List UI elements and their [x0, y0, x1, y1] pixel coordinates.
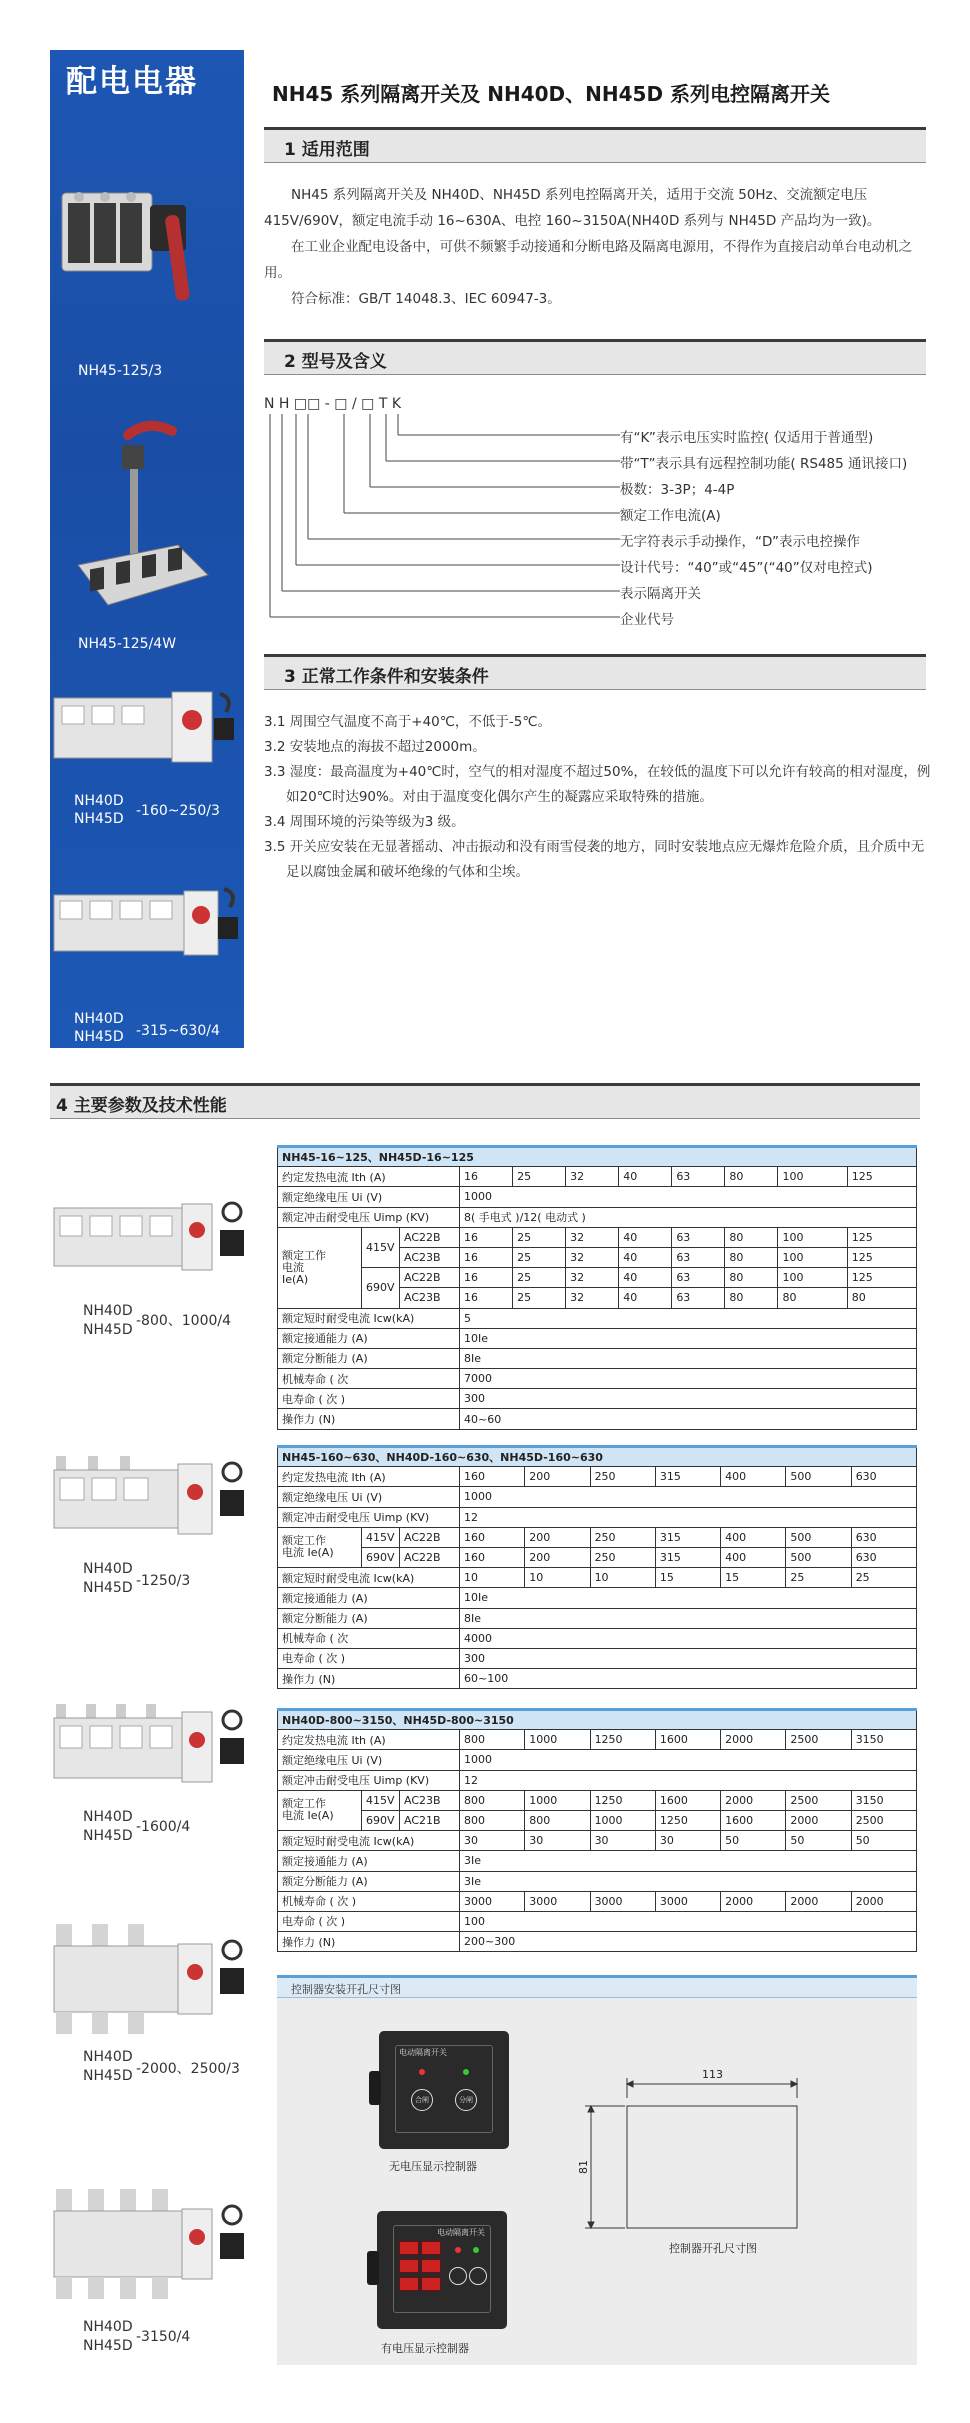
condition-item: 3.5 开关应安装在无显著摇动、冲击振动和没有雨雪侵袭的地方，同时安装地点应无爆炸危险介质，且介质中无足以腐蚀金属和破坏绝缘的气体和尘埃。	[264, 839, 925, 880]
parameter-table-16-125: NH45-16~125、NH45D-16~125 约定发热电流 Ith (A) 16 25 32 40 63 80 100 125 额定绝缘电压 Ui (V) 1000 额定冲击耐受电压 Uimp (KV) 8( 手电式 )/12( 电动式 ) 额定工作 电流 Ie(A) 415V AC22B 16 25 32 40 63 80 100 125 AC23B 16 25 32 40 63 80 100 125 690V AC22B 16 25 32 40 63 80 100 125 AC23B 16 25 32 40 63 80 80 80 额定短时耐受电流 Icw(kA) 5 额定接通能力 (A) 10Ie 额定分断能力 (A) 8Ie 机械寿命 ( 次 7000 电寿命 ( 次 ) 300 操作力 (N) 40~60	[277, 1145, 917, 1430]
model-annotation: 无字符表示手动操作，“D”表示电控操作	[620, 534, 861, 550]
controller-panel-title: 控制器安装开孔尺寸图	[277, 1978, 917, 1998]
conditions-list	[264, 710, 936, 885]
controller-label: 电动隔离开关	[437, 2228, 485, 2237]
section-heading-model: 2 型号及含义	[264, 339, 926, 375]
model-annotation: 极数：3-3P；4-4P	[620, 482, 735, 498]
product-range: -160~250/3	[136, 803, 220, 819]
model-annotation: 有“K”表示电压实时监控( 仅适用于普通型)	[620, 430, 874, 446]
side-product-range: -800、1000/4	[136, 1313, 232, 1329]
side-product-model: NH40D NH45D	[83, 2049, 133, 2084]
product-image-nh45-125-3	[58, 175, 208, 305]
product-sidebar	[50, 50, 244, 1048]
product-image-1250	[52, 1452, 252, 1562]
no-display-caption: 无电压显示控制器	[389, 2160, 477, 2173]
cutout-width: 113	[702, 2068, 723, 2081]
category-title: 配电电器	[66, 64, 198, 100]
side-product-range: -2000、2500/3	[136, 2061, 240, 2077]
side-product-model: NH40D NH45D	[83, 1303, 133, 1338]
side-product-range: -1250/3	[136, 1573, 191, 1589]
scope-text: NH45 系列隔离开关及 NH40D、NH45D 系列电控隔离开关，适用于交流 50Hz、交流额定电压 415V/690V，额定电流手动 16~630A、电控 160~3150A(NH40D 系列与 NH45D 产品均为一致)。 在工业企业配电设备中，可供不频繁手动接通和分断电路及隔离电源用，不得作为直接启动单台电动机之用。 符合标准：GB/T 14048.3、IEC 60947-3。	[264, 187, 912, 307]
product-image-nh40d-250	[52, 678, 242, 798]
product-image-nh45-125-4w	[58, 415, 218, 645]
cutout-height: 81	[577, 2160, 590, 2174]
section-heading-scope: 1 适用范围	[264, 127, 926, 163]
product-image-3150	[52, 2185, 252, 2315]
controller-cutout-panel	[277, 1975, 917, 2365]
controller-no-display-image	[379, 2031, 509, 2149]
section-heading-parameters: 4 主要参数及技术性能	[50, 1083, 920, 1119]
product-name: NH45-125/4W	[78, 636, 177, 652]
parameter-table-800-3150: NH40D-800~3150、NH45D-800~3150 约定发热电流 Ith (A) 800 1000 1250 1600 2000 2500 3150 额定绝缘电压 Ui (V) 1000 额定冲击耐受电压 Uimp (KV) 12 额定工作 电流 Ie(A) 415V AC23B 800 1000 1250 1600 2000 2500 3150 690V AC21B 800 800 1000 1250 1600 2000 2500 额定短时耐受电流 Icw(kA) 30 30 30 30 50 50 50 额定接通能力 (A) 3Ie 额定分断能力 (A) 3Ie 机械寿命 ( 次 ) 3000 3000 3000 3000 2000 2000 2000 电寿命 ( 次 ) 100 操作力 (N) 200~300	[277, 1708, 917, 1952]
product-name: NH45-125/3	[78, 363, 163, 379]
product-model: NH40D NH45D	[74, 1011, 124, 1045]
cutout-caption: 控制器开孔尺寸图	[669, 2242, 757, 2255]
controller-display-image	[377, 2211, 507, 2329]
side-product-model: NH40D NH45D	[83, 2319, 133, 2354]
display-caption: 有电压显示控制器	[381, 2342, 469, 2355]
model-code-diagram	[264, 392, 644, 632]
off-button-icon: 分闸	[455, 2089, 477, 2111]
product-image-800	[52, 1190, 252, 1310]
controller-label: 电动隔离开关	[399, 2048, 447, 2057]
page-title: NH45 系列隔离开关及 NH40D、NH45D 系列电控隔离开关	[272, 82, 831, 106]
side-product-model: NH40D NH45D	[83, 1809, 133, 1844]
product-image-1600	[52, 1700, 252, 1810]
condition-item: 3.3 湿度：最高温度为+40℃时，空气的相对湿度不超过50%，在较低的温度下可以允许有较高的相对湿度，例如20℃时达90%。对由于温度变化偶尔产生的凝露应采取特殊的措施。	[264, 764, 931, 805]
cutout-dimension-drawing	[577, 2058, 877, 2298]
product-image-2000	[52, 1920, 252, 2050]
model-annotation: 额定工作电流(A)	[620, 508, 721, 524]
parameter-table-160-630: NH45-160~630、NH40D-160~630、NH45D-160~630 约定发热电流 Ith (A) 160 200 250 315 400 500 630 额定绝缘电压 Ui (V) 1000 额定冲击耐受电压 Uimp (KV) 12 额定工作 电流 Ie(A) 415V AC22B 160 200 250 315 400 500 630 690V AC22B 160 200 250 315 400 500 630 额定短时耐受电流 Icw(kA) 10 10 10 15 15 25 25 额定接通能力 (A) 10Ie 额定分断能力 (A) 8Ie 机械寿命 ( 次 4000 电寿命 ( 次 ) 300 操作力 (N) 60~100	[277, 1445, 917, 1689]
product-image-nh40d-630	[52, 875, 242, 985]
model-annotation: 带“T”表示具有远程控制功能( RS485 通讯接口)	[620, 456, 908, 472]
side-product-range: -1600/4	[136, 1819, 191, 1835]
side-product-range: -3150/4	[136, 2329, 191, 2345]
on-button-icon: 合闸	[411, 2089, 433, 2111]
condition-item: 3.4 周围环境的污染等级为3 级。	[264, 814, 465, 830]
model-annotation: 企业代号	[620, 612, 674, 628]
product-model: NH40D NH45D	[74, 793, 124, 827]
condition-item: 3.1 周围空气温度不高于+40℃，不低于-5℃。	[264, 714, 552, 730]
product-range: -315~630/4	[136, 1023, 220, 1039]
condition-item: 3.2 安装地点的海拔不超过2000m。	[264, 739, 486, 755]
model-code: N H □□ - □ / □ T K	[264, 396, 402, 412]
model-annotation: 设计代号：“40”或“45”(“40”仅对电控式)	[620, 560, 873, 576]
side-product-model: NH40D NH45D	[83, 1561, 133, 1596]
model-annotation: 表示隔离开关	[620, 586, 701, 602]
section-heading-conditions: 3 正常工作条件和安装条件	[264, 654, 926, 690]
